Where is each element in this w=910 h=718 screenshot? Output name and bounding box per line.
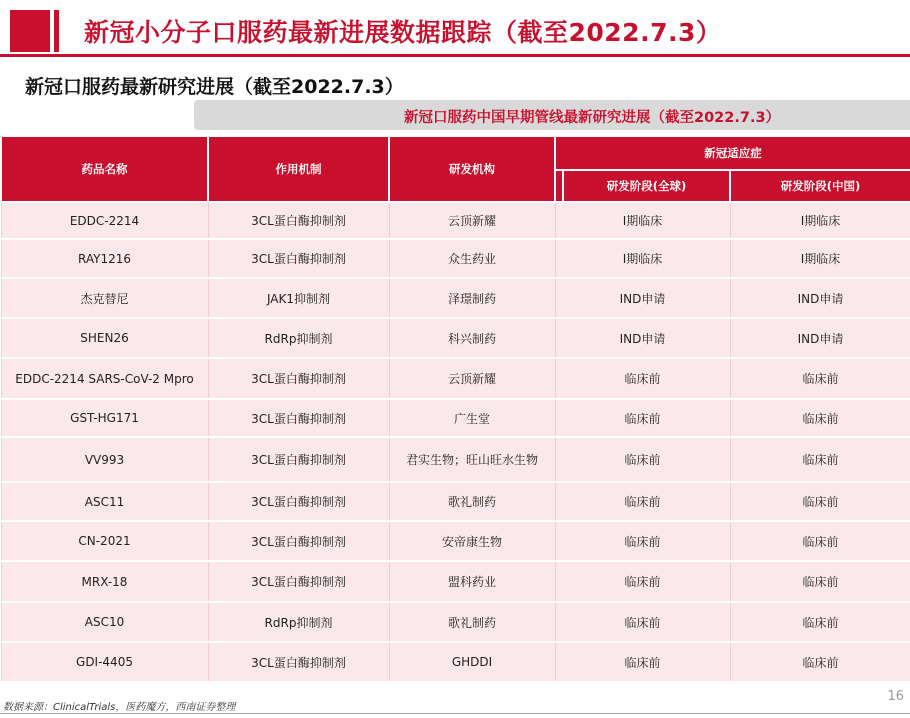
table-row — [1, 437, 910, 482]
mechanism-cell: RdRp抑制剂 — [208, 602, 389, 642]
table-row — [1, 399, 910, 437]
stage-global-cell: 临床前 — [555, 561, 730, 602]
mechanism-cell: 3CL蛋白酶抑制剂 — [208, 202, 389, 239]
drug-name-cell: SHEN26 — [1, 318, 208, 358]
header-spacer — [555, 170, 563, 202]
institution-cell: 君实生物；旺山旺水生物 — [389, 437, 555, 482]
mechanism-cell: JAK1抑制剂 — [208, 278, 389, 318]
drug-name-cell: MRX-18 — [1, 561, 208, 602]
stage-global-cell: IND申请 — [555, 318, 730, 358]
institution-cell: 歌礼制药 — [389, 602, 555, 642]
stage-china-cell: 临床前 — [730, 358, 910, 399]
stage-china-cell: 临床前 — [730, 521, 910, 561]
slide-title: 新冠小分子口服药最新进展数据跟踪（截至2022.7.3） — [84, 18, 722, 47]
section-title: 新冠口服药最新研究进展（截至2022.7.3） — [25, 76, 404, 98]
logo-bar — [54, 10, 59, 52]
mechanism-cell: 3CL蛋白酶抑制剂 — [208, 399, 389, 437]
table-row — [1, 642, 910, 682]
stage-china-cell: 临床前 — [730, 561, 910, 602]
logo-square — [10, 10, 50, 52]
header-indication: 新冠适应症 — [555, 136, 910, 170]
institution-cell: 科兴制药 — [389, 318, 555, 358]
drug-name-cell: ASC11 — [1, 482, 208, 521]
stage-china-cell: 临床前 — [730, 482, 910, 521]
header-stage-china: 研发阶段(中国) — [730, 170, 910, 202]
mechanism-cell: 3CL蛋白酶抑制剂 — [208, 561, 389, 602]
header-stage-global: 研发阶段(全球) — [563, 170, 730, 202]
stage-global-cell: 临床前 — [555, 482, 730, 521]
footer-divider — [0, 713, 910, 714]
drug-name-cell: GDI-4405 — [1, 642, 208, 682]
institution-cell: 广生堂 — [389, 399, 555, 437]
mechanism-cell: 3CL蛋白酶抑制剂 — [208, 521, 389, 561]
mechanism-cell: 3CL蛋白酶抑制剂 — [208, 358, 389, 399]
header-institution: 研发机构 — [389, 136, 555, 202]
stage-global-cell: 临床前 — [555, 642, 730, 682]
table-row — [1, 482, 910, 521]
stage-china-cell: IND申请 — [730, 318, 910, 358]
table-row — [1, 358, 910, 399]
title-divider — [0, 54, 910, 57]
stage-china-cell: 临床前 — [730, 437, 910, 482]
data-source-note: 数据来源：ClinicalTrials，医药魔方，西南证券整理 — [3, 702, 236, 713]
table-row — [1, 602, 910, 642]
institution-cell: 众生药业 — [389, 239, 555, 278]
table-banner-label: 新冠口服药中国早期管线最新研究进展（截至2022.7.3） — [404, 110, 781, 126]
drug-name-cell: CN-2021 — [1, 521, 208, 561]
stage-china-cell: 临床前 — [730, 642, 910, 682]
table-row — [1, 561, 910, 602]
mechanism-cell: 3CL蛋白酶抑制剂 — [208, 239, 389, 278]
mechanism-cell: 3CL蛋白酶抑制剂 — [208, 482, 389, 521]
stage-global-cell: 临床前 — [555, 358, 730, 399]
institution-cell: 安帝康生物 — [389, 521, 555, 561]
drug-name-cell: EDDC-2214 — [1, 202, 208, 239]
drug-name-cell: VV993 — [1, 437, 208, 482]
institution-cell: GHDDI — [389, 642, 555, 682]
table-body — [1, 202, 910, 682]
institution-cell: 盟科药业 — [389, 561, 555, 602]
drug-name-cell: 杰克替尼 — [1, 278, 208, 318]
table-banner — [194, 100, 910, 130]
pipeline-table — [0, 135, 910, 683]
header-drug-name: 药品名称 — [1, 136, 208, 202]
institution-cell: 歌礼制药 — [389, 482, 555, 521]
drug-name-cell: EDDC-2214 SARS-CoV-2 Mpro — [1, 358, 208, 399]
page-number: 16 — [887, 689, 904, 704]
stage-china-cell: I期临床 — [730, 239, 910, 278]
stage-china-cell: 临床前 — [730, 602, 910, 642]
table-row — [1, 318, 910, 358]
stage-china-cell: I期临床 — [730, 202, 910, 239]
stage-global-cell: 临床前 — [555, 602, 730, 642]
table-row — [1, 202, 910, 239]
drug-name-cell: GST-HG171 — [1, 399, 208, 437]
header-mechanism: 作用机制 — [208, 136, 389, 202]
institution-cell: 云顶新耀 — [389, 202, 555, 239]
table-header-row — [1, 136, 910, 170]
stage-global-cell: 临床前 — [555, 521, 730, 561]
stage-global-cell: I期临床 — [555, 202, 730, 239]
stage-global-cell: I期临床 — [555, 239, 730, 278]
table-row — [1, 239, 910, 278]
stage-global-cell: 临床前 — [555, 437, 730, 482]
institution-cell: 云顶新耀 — [389, 358, 555, 399]
table-row — [1, 521, 910, 561]
drug-name-cell: RAY1216 — [1, 239, 208, 278]
mechanism-cell: 3CL蛋白酶抑制剂 — [208, 642, 389, 682]
stage-china-cell: 临床前 — [730, 399, 910, 437]
mechanism-cell: 3CL蛋白酶抑制剂 — [208, 437, 389, 482]
stage-global-cell: 临床前 — [555, 399, 730, 437]
stage-china-cell: IND申请 — [730, 278, 910, 318]
table-row — [1, 278, 910, 318]
drug-name-cell: ASC10 — [1, 602, 208, 642]
stage-global-cell: IND申请 — [555, 278, 730, 318]
mechanism-cell: RdRp抑制剂 — [208, 318, 389, 358]
institution-cell: 泽璟制药 — [389, 278, 555, 318]
